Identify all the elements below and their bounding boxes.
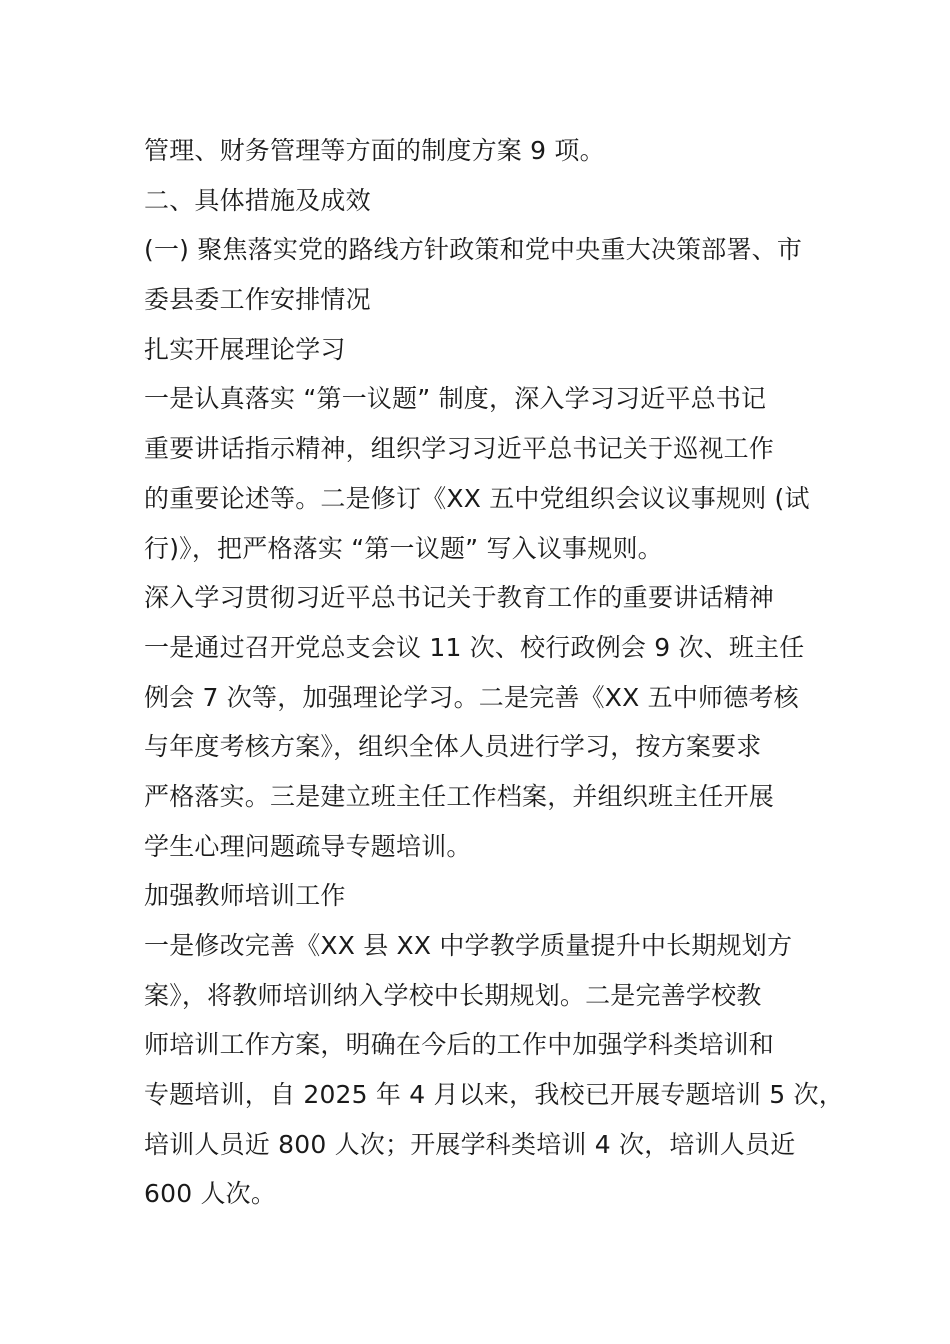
topic-heading: 深入学习贯彻习近平总书记关于教育工作的重要讲话精神 bbox=[144, 583, 775, 613]
topic-heading: 扎实开展理论学习 bbox=[144, 334, 346, 364]
text-line: 案》，将教师培训纳入学校中长期规划。二是完善学校教 bbox=[144, 980, 762, 1010]
text-line: 培训人员近 800 人次；开展学科类培训 4 次，培训人员近 bbox=[144, 1129, 796, 1159]
text-line: 一是通过召开党总支会议 11 次、校行政例会 9 次、班主任 bbox=[144, 632, 805, 662]
topic-heading: 加强教师培训工作 bbox=[144, 881, 346, 911]
text-line: 600 人次。 bbox=[144, 1179, 277, 1209]
text-line: 严格落实。三是建立班主任工作档案，并组织班主任开展 bbox=[144, 781, 775, 811]
text-line: 师培训工作方案，明确在今后的工作中加强学科类培训和 bbox=[144, 1030, 775, 1060]
text-line: 重要讲话指示精神，组织学习习近平总书记关于巡视工作 bbox=[144, 434, 775, 464]
text-line: 专题培训，自 2025 年 4 月以来，我校已开展专题培训 5 次， bbox=[144, 1080, 844, 1110]
text-line: 学生心理问题疏导专题培训。 bbox=[144, 831, 472, 861]
text-line: 一是修改完善《XX 县 XX 中学教学质量提升中长期规划方 bbox=[144, 931, 793, 960]
text-line: 一是认真落实 “第一议题” 制度，深入学习习近平总书记 bbox=[144, 384, 767, 414]
subsection-heading: (一) 聚焦落实党的路线方针政策和党中央重大决策部署、市 bbox=[144, 235, 803, 265]
text-line: 行)》，把严格落实 “第一议题” 写入议事规则。 bbox=[144, 533, 663, 563]
text-line: 例会 7 次等，加强理论学习。二是完善《XX 五中师德考核 bbox=[144, 682, 799, 712]
text-line: 的重要论述等。二是修订《XX 五中党组织会议议事规则 (试 bbox=[144, 483, 810, 513]
text-line: 管理、财务管理等方面的制度方案 9 项。 bbox=[144, 136, 605, 165]
subsection-heading-continued: 委县委工作安排情况 bbox=[144, 285, 371, 315]
document-body bbox=[144, 126, 844, 1219]
text-line: 与年度考核方案》，组织全体人员进行学习，按方案要求 bbox=[144, 732, 762, 762]
section-heading: 二、具体措施及成效 bbox=[144, 185, 371, 215]
